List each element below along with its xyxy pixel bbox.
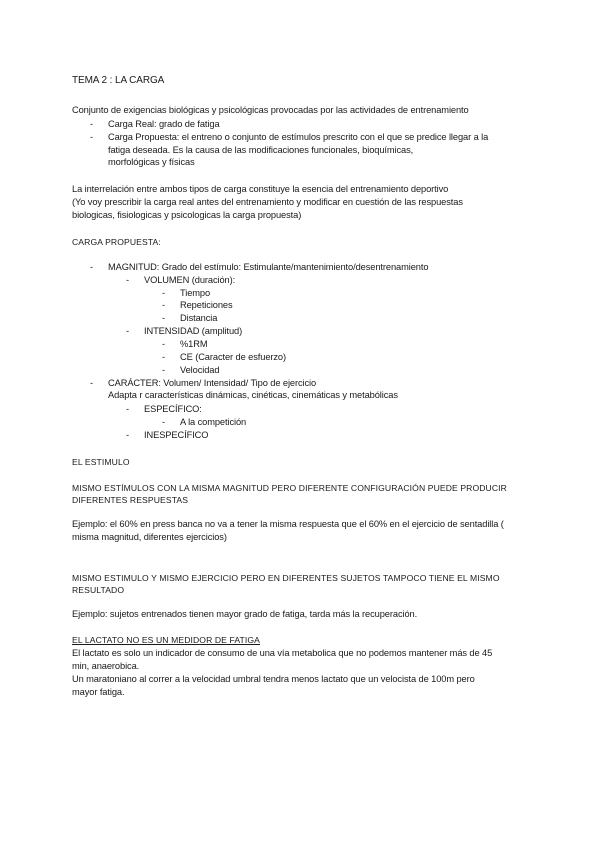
definition-text: Conjunto de exigencias biológicas y psicológicas provocadas por las actividades de entrenamiento [72,105,469,115]
bullet-dash: - [90,262,94,272]
bullet-dash: - [162,300,166,310]
list-item-carga-real: Carga Real: grado de fatiga [108,119,220,129]
lactato-text: Un maratoniano al correr a la velocidad umbral tendra menos lactato que un velocista de 100m pero [72,674,475,684]
intensidad-subitem: Velocidad [180,365,220,375]
intensidad-subitem: %1RM [180,339,208,349]
bullet-dash: - [126,430,130,440]
especifico-subitem: A la competición [180,417,247,427]
interrelation-text: biologicas, fisiologicas y psicologicas la carga propuesta) [72,210,302,220]
lactato-text: El lactato es solo un indicador de consumo de una vía metabolica que no podemos mantener más de 45 [72,648,493,658]
list-item-carga-propuesta: Carga Propuesta: el entreno o conjunto de estímulos prescrito con el que se predice llegar a la [108,132,489,142]
interrelation-text: La interrelación entre ambos tipos de carga constituye la esencia del entrenamiento deportivo [72,184,449,194]
bullet-dash: - [162,417,166,427]
caracter-description: Adapta r características dinámicas, cinéticas, cinemáticas y metabólicas [108,390,398,400]
lactato-text: min, anaerobica. [72,661,140,671]
section-heading-estimulo: EL ESTIMULO [72,457,130,467]
volumen-item: VOLUMEN (duración): [144,275,236,285]
estimulo-statement: MISMO ESTIMULO Y MISMO EJERCICIO PERO EN DIFERENTES SUJETOS TAMPOCO TIENE EL MISMO [72,573,500,583]
list-item-continuation: morfológicas y físicas [108,157,195,167]
bullet-dash: - [126,404,130,414]
bullet-dash: - [90,119,94,129]
bullet-dash: - [90,378,94,388]
bullet-dash: - [162,339,166,349]
volumen-subitem: Distancia [180,313,218,323]
bullet-dash: - [126,275,130,285]
volumen-subitem: Tiempo [180,288,211,298]
bullet-dash: - [90,132,94,142]
estimulo-statement: RESULTADO [72,585,125,595]
inespecifico-item: INESPECÍFICO [144,430,209,440]
bullet-dash: - [162,288,166,298]
bullet-dash: - [126,326,130,336]
bullet-dash: - [162,352,166,362]
page-title: TEMA 2 : LA CARGA [72,75,165,86]
list-item-continuation: fatiga deseada. Es la causa de las modificaciones funcionales, bioquímicas, [108,145,414,155]
lactato-text: mayor fatiga. [72,687,125,697]
estimulo-statement: MISMO ESTÍMULOS CON LA MISMA MAGNITUD PERO DIFERENTE CONFIGURACIÓN PUEDE PRODUCIR [72,483,507,493]
section-heading-lactato: EL LACTATO NO ES UN MEDIDOR DE FATIGA [72,635,261,645]
example-text: misma magnitud, diferentes ejercicios) [72,532,227,542]
volumen-subitem: Repeticiones [180,300,233,310]
estimulo-statement: DIFERENTES RESPUESTAS [72,495,189,505]
intensidad-subitem: CE (Caracter de esfuerzo) [180,352,287,362]
example-text: Ejemplo: sujetos entrenados tienen mayor grado de fatiga, tarda más la recuperación. [72,609,418,619]
caracter-item: CARÁCTER: Volumen/ Intensidad/ Tipo de ejercicio [108,378,317,388]
bullet-dash: - [162,313,166,323]
example-text: Ejemplo: el 60% en press banca no va a tener la misma respuesta que el 60% en el ejercicio de sentadilla ( [72,519,504,529]
especifico-item: ESPECÍFICO: [144,404,202,414]
bullet-dash: - [162,365,166,375]
interrelation-text: (Yo voy prescribir la carga real antes del entrenamiento y modificar en cuestión de las respuestas [72,197,463,207]
section-heading-carga-propuesta: CARGA PROPUESTA: [72,237,161,247]
intensidad-item: INTENSIDAD (amplitud) [144,326,243,336]
magnitud-item: MAGNITUD: Grado del estímulo: Estimulante/mantenimiento/desentrenamiento [108,262,429,272]
